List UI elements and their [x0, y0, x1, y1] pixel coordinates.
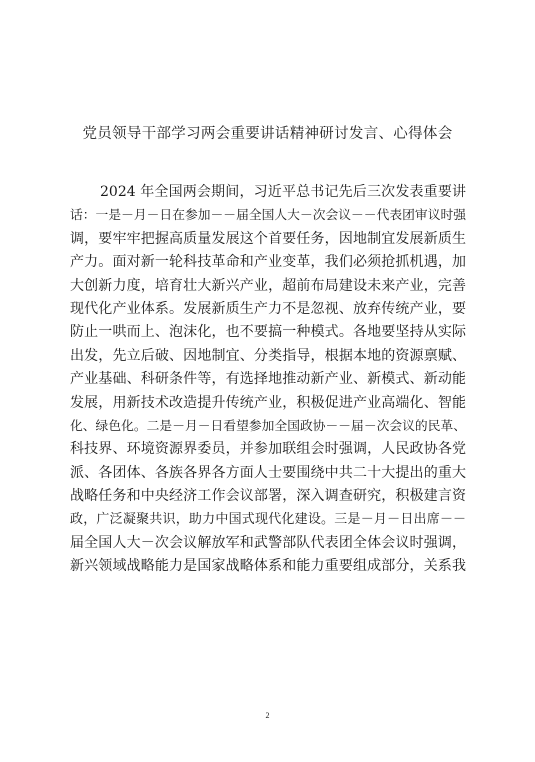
body-paragraph: [70, 181, 466, 579]
paragraph-line: 防止一哄而上、泡沫化，也不要搞一种模式。各地要坚持从实际: [70, 324, 466, 341]
paragraph-line: 科技界、环境资源界委员，并参加联组会时强调，人民政协各党: [70, 441, 466, 458]
page-number: 2: [265, 711, 270, 720]
paragraph-line: 产力。面对新一轮科技革命和产业变革，我们必须抢抓机遇，加: [70, 254, 466, 271]
paragraph-line: 出发，先立后破、因地制宜、分类指导，根据本地的资源禀赋、: [70, 347, 466, 364]
paragraph-line: 调，要牢牢把握高质量发展这个首要任务，因地制宜发展新质生: [70, 230, 466, 247]
paragraph-line: 产业基础、科研条件等，有选择地推动新产业、新模式、新动能: [70, 371, 466, 388]
paragraph-line: 政，广泛凝聚共识，助力中国式现代化建设。三是－月－日出席－－: [70, 512, 466, 528]
paragraph-line: 战略任务和中央经济工作会议部署，深入调查研究，积极建言资: [70, 488, 466, 505]
paragraph-line: 现代化产业体系。发展新质生产力不是忽视、放弃传统产业，要: [70, 300, 466, 317]
document-title: 党员领导干部学习两会重要讲话精神研讨发言、心得体会: [82, 126, 453, 142]
paragraph-line: 新兴领域战略能力是国家战略体系和能力重要组成部分，关系我: [70, 558, 466, 575]
paragraph-line: 化、绿色化。二是－月－日看望参加全国政协－－届－次会议的民革、: [70, 418, 466, 434]
paragraph-line: 话：一是－月－日在参加－－届全国人大－次会议－－代表团审议时强: [70, 208, 466, 224]
paragraph-line: 届全国人大－次会议解放军和武警部队代表团全体会议时强调，: [70, 534, 466, 551]
paragraph-line: 派、各团体、各族各界各方面人士要围绕中共二十大提出的重大: [70, 464, 466, 481]
paragraph-line: 发展，用新技术改造提升传统产业，积极促进产业高端化、智能: [70, 394, 466, 411]
paragraph-line: 大创新力度，培育壮大新兴产业，超前布局建设未来产业，完善: [70, 277, 466, 294]
paragraph-line: 2024 年全国两会期间，习近平总书记先后三次发表重要讲: [100, 184, 466, 200]
